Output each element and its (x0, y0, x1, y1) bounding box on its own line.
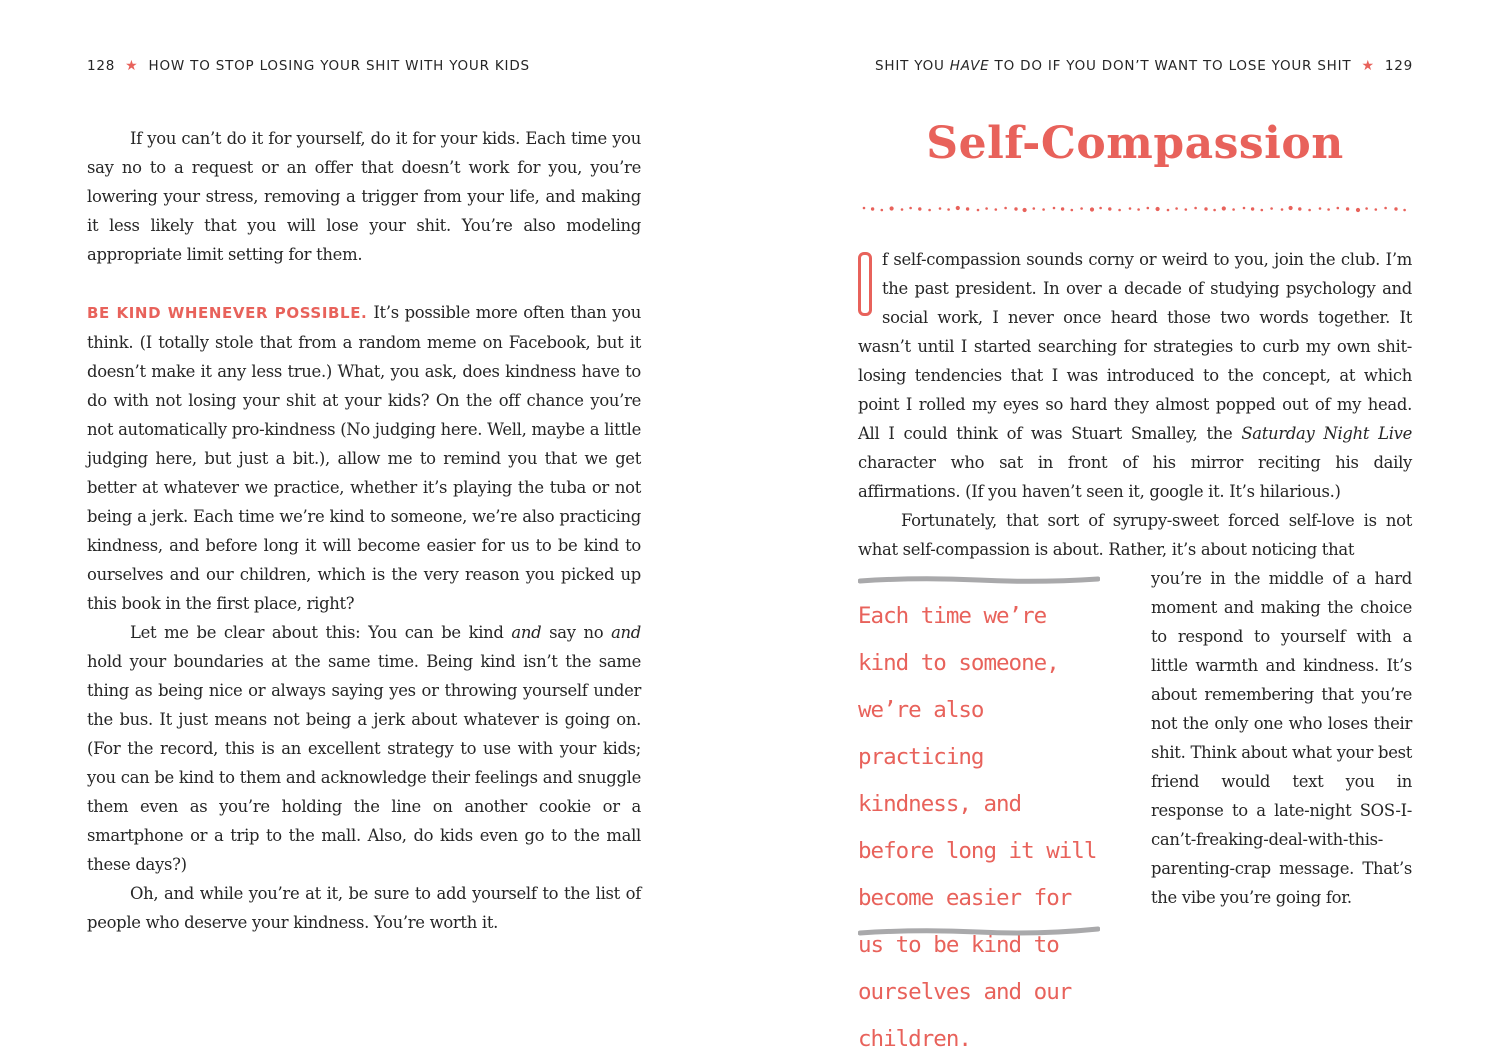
paragraph-text: It’s possible more often than you think. (I totally stole that from a random meme on Facebook, but it doesn’t make it any less true.) What, you ask, does kindness have to do with not losing your shit at your kids? On the off chance you’re not automatically pro-kindness (No judging here. Well, maybe a little judging here, but just a bit.), allow me to remind you that we get better at whatever we practice, whether it’s playing the tuba or not being a jerk. Each time we’re kind to someone, we’re also practicing kindness, and before long it will become easier for us to be kind to ourselves and our children, which is the very reason you picked up this book in the first place, right? (87, 303, 642, 613)
book-title: HOW TO STOP LOSING YOUR SHIT WITH YOUR KIDS (148, 58, 530, 74)
chapter-running-title: SHIT YOU HAVE TO DO IF YOU DON’T WANT TO LOSE YOUR SHIT (875, 58, 1352, 74)
paragraph: If you can’t do it for yourself, do it for your kids. Each time you say no to a request or an offer that doesn’t work for you, you’re lowering your stress, removing a trigger from your life, and making it less likely that you will lose your shit. You’re also modeling appropriate limit setting for them. (87, 129, 641, 264)
dotted-rule-divider (862, 202, 1412, 216)
paragraph-opening: f self-compassion sounds corny or weird to you, join the club. I’m the past president. In over a decade of studying psychology and social work, I never once heard those two words together. It wasn’t until I started searching for strategies to curb my own shit-losing tendencies that I was introduced to the concept, at which point I rolled my eyes so hard they almost popped out of my head. All I could think of was Stuart Smalley, the Saturday Night Live character who sat in front of his mirror reciting his daily affirmations. (If you haven’t seen it, google it. It’s hilarious.) (858, 250, 1412, 501)
paragraph-kindness (87, 298, 641, 618)
runin-heading: BE KIND WHENEVER POSSIBLE. (87, 304, 368, 322)
page-number-right: 129 (1384, 58, 1413, 74)
left-page (0, 0, 750, 1044)
left-running-head (87, 58, 530, 74)
right-running-head (875, 58, 1413, 74)
paragraph: Oh, and while you’re at it, be sure to add yourself to the list of people who deserve your kindness. You’re worth it. (87, 884, 641, 932)
left-body-text (87, 124, 641, 937)
pull-quote (858, 575, 1100, 1052)
star-icon: ★ (1361, 58, 1375, 74)
pull-quote-bottom-rule (858, 925, 1100, 937)
pull-quote-text: Each time we’re kind to someone, we’re also practicing kindness, and before long it will become easier for us to be kind to ourselves and our children. (858, 603, 1097, 1052)
paragraph: Fortunately, that sort of syrupy-sweet forced self-love is not what self-compassion is about. Rather, it’s about noticing that (858, 511, 1412, 559)
chapter-title: Self-Compassion (926, 118, 1344, 169)
right-page (750, 0, 1500, 1052)
paragraph-continued: you’re in the middle of a hard moment and making the choice to respond to yourself with a little warmth and kindness. It’s about remembering that you’re not the only one who loses their shit. Think about what your best friend would text you in response to a late-night SOS-I-can’t-freaking-deal-with-this-parenting-crap message. That’s the vibe you’re going for. (1151, 569, 1412, 907)
paragraph: Let me be clear about this: You can be kind and say no and hold your boundaries at the same time. Being kind isn’t the same thing as being nice or always saying yes or throwing yourself under the bus. It just means not being a jerk about whatever is going on. (For the record, this is an excellent strategy to use with your kids; you can be kind to them and acknowledge their feelings and snuggle them even as you’re holding the line on another cookie or a smartphone or a trip to the mall. Also, do kids even go to the mall these days?) (87, 623, 641, 874)
right-body-text (858, 245, 1412, 564)
star-icon: ★ (125, 58, 139, 74)
pull-quote-top-rule (858, 575, 1100, 585)
wrapped-body-text (1151, 564, 1412, 912)
drop-cap-i-icon (858, 252, 872, 316)
page-number-left: 128 (87, 58, 116, 74)
